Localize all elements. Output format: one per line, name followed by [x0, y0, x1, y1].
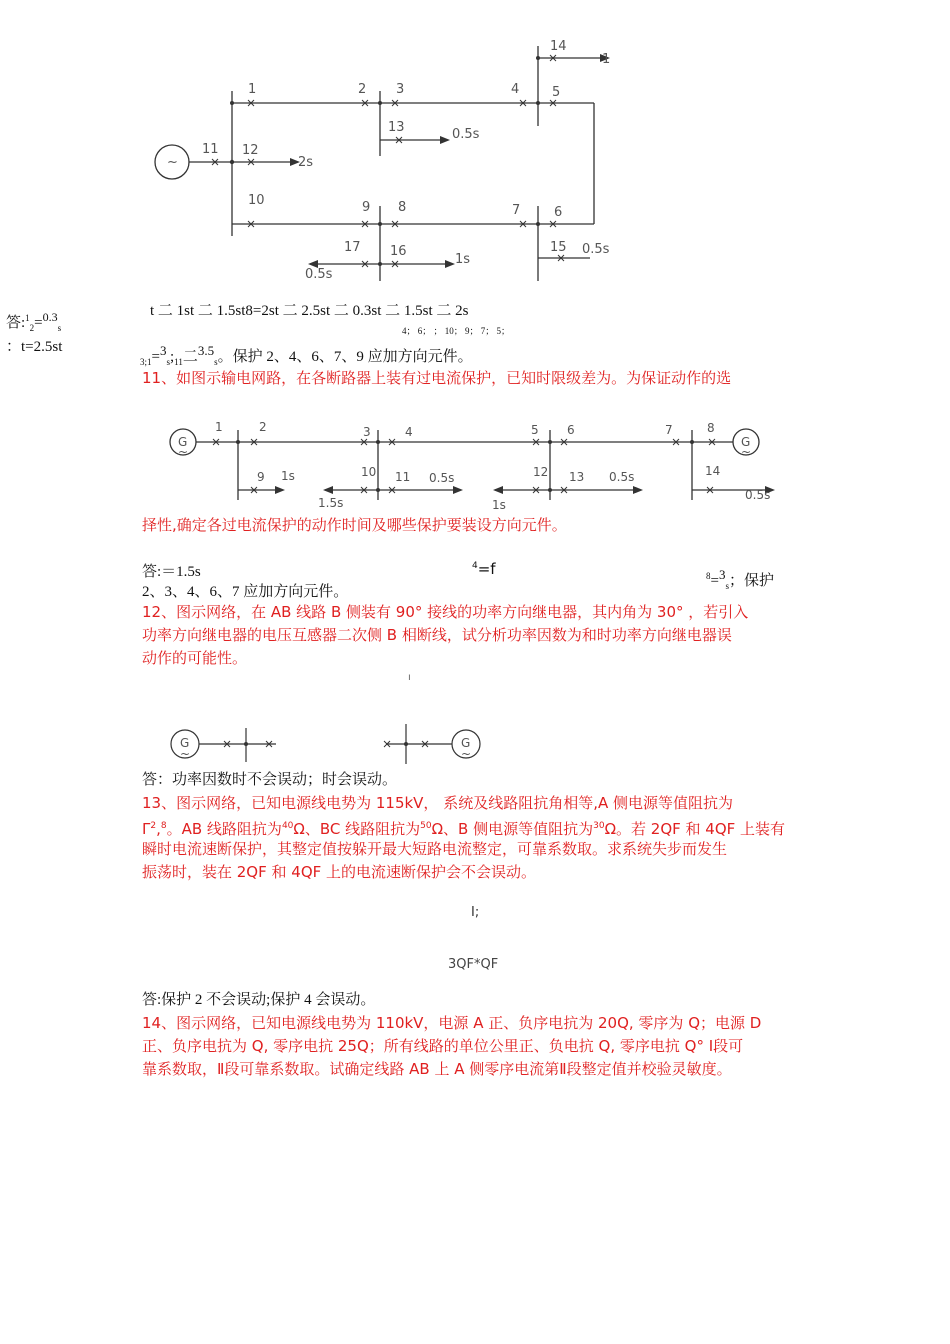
svg-text:0.5s: 0.5s	[305, 267, 333, 282]
svg-text:12: 12	[242, 143, 259, 158]
answer10-line-1: t 二 1st 二 1.5st8=2st 二 2.5st 二 0.3st 二 1.5st 二 2s	[150, 303, 469, 319]
svg-text:17: 17	[344, 240, 361, 255]
answer10-indices: 4； 6； ； 10； 9； 7； 5；	[402, 326, 511, 336]
svg-text:1: 1	[602, 52, 611, 67]
svg-text:11: 11	[202, 142, 219, 157]
answer10-left-1: 答:$^1_2$=$^{0.3}_s$	[6, 310, 62, 333]
svg-text:G: G	[461, 736, 471, 750]
svg-text:0.5s: 0.5s	[609, 470, 635, 484]
q12-line-1: 12、图示网络，在 AB 线路 B 侧装有 90° 接线的功率方向继电器，其内角为 30° ，若引入	[142, 603, 749, 621]
q12-tick-mark: ı	[408, 672, 411, 683]
svg-text:13: 13	[388, 120, 405, 135]
network-diagram-11	[165, 418, 780, 510]
svg-text:0.5s: 0.5s	[745, 488, 771, 502]
svg-text:4: 4	[405, 425, 413, 439]
svg-text:0.5s: 0.5s	[429, 471, 455, 485]
answer12: 答：功率因数时不会误动；时会误动。	[142, 772, 398, 788]
answer10-left-2: ：t=2.5st	[6, 339, 63, 355]
answer10-line-3: $_{3;1}=^3_s;_{11}$二$^{3.5}_s$。保护 2、4、6、7、9 应加方向元件。	[140, 343, 473, 367]
q13-line-2: $\Gamma^2,^8$。AB 线路阻抗为$^{40}$Ω、BC 线路阻抗为$^{50}$Ω、B 侧电源等值阻抗为$^{30}$Ω。若 2QF 和 4QF 上装有	[142, 820, 786, 838]
svg-text:9: 9	[257, 470, 265, 484]
svg-text:1.5s: 1.5s	[318, 496, 344, 510]
answer11-t8: $^8$=$^3_s$；保护	[706, 567, 774, 591]
q14-line-3: 靠系数取，Ⅱ段可靠系数取。试确定线路 AB 上 A 侧零序电流第Ⅱ段整定值并校验灵敏度。	[142, 1060, 732, 1078]
svg-text:8: 8	[707, 421, 715, 435]
q14-line-2: 正、负序电抗为 Q, 零序电抗 25Q；所有线路的单位公里正、负电抗 Q, 零序电抗 Q° Ⅰ段可	[142, 1037, 744, 1055]
svg-text:4: 4	[511, 82, 520, 97]
svg-text:~: ~	[461, 747, 472, 761]
q13-line-4: 振荡时，装在 2QF 和 4QF 上的电流速断保护会不会误动。	[142, 863, 537, 881]
svg-text:1s: 1s	[455, 252, 471, 267]
svg-text:5: 5	[552, 85, 561, 100]
svg-text:1: 1	[248, 82, 257, 97]
network-diagram-1	[150, 36, 630, 286]
q12-line-2: 功率方向继电器的电压互感器二次侧 B 相断线，试分析功率因数为和时功率方向继电器误	[142, 626, 732, 644]
svg-text:1: 1	[215, 420, 223, 434]
svg-text:15: 15	[550, 240, 567, 255]
svg-text:~: ~	[180, 747, 191, 761]
svg-text:13: 13	[569, 470, 585, 484]
svg-text:9: 9	[362, 200, 371, 215]
svg-text:5: 5	[531, 423, 539, 437]
svg-text:14: 14	[705, 464, 721, 478]
svg-text:10: 10	[248, 193, 265, 208]
svg-text:10: 10	[361, 465, 377, 479]
svg-text:1s: 1s	[281, 469, 295, 483]
svg-text:G: G	[741, 435, 751, 449]
svg-text:12: 12	[533, 465, 549, 479]
svg-text:1s: 1s	[492, 498, 506, 510]
svg-text:6: 6	[554, 205, 563, 220]
answer13: 答:保护 2 不会误动;保护 4 会误动。	[142, 992, 376, 1008]
svg-text:3: 3	[396, 82, 405, 97]
svg-text:11: 11	[395, 470, 411, 484]
q13-figure-mark: I;	[471, 905, 480, 920]
svg-text:0.5s: 0.5s	[452, 127, 480, 142]
q13-line-3: 瞬时电流速断保护，其整定值按躲开最大短路电流整定，可靠系数取。求系统失步而发生	[142, 840, 728, 858]
svg-text:0.5s: 0.5s	[582, 242, 610, 257]
answer11-t4: $^4$=f	[472, 560, 496, 578]
q14-line-1: 14、图示网络，已知电源线电势为 110kV，电源 A 正、负序电抗为 20Q, 零序为 Q；电源 D	[142, 1014, 762, 1032]
svg-text:G: G	[178, 435, 188, 449]
q11-text-2: 择性,确定各过电流保护的动作时间及哪些保护要装设方向元件。	[142, 516, 567, 534]
svg-text:14: 14	[550, 39, 567, 54]
answer11-line-2: 2、3、4、6、7 应加方向元件。	[142, 584, 349, 600]
svg-text:6: 6	[567, 423, 575, 437]
svg-text:~: ~	[178, 445, 189, 459]
svg-text:16: 16	[390, 244, 407, 259]
q11-text-1: 11、如图示输电网路，在各断路器上装有过电流保护，已知时限级差为。为保证动作的选	[142, 369, 732, 387]
svg-text:2: 2	[358, 82, 367, 97]
q12-line-3: 动作的可能性。	[142, 649, 248, 667]
svg-text:2: 2	[259, 420, 267, 434]
svg-text:7: 7	[512, 203, 521, 218]
source-symbol: ~	[167, 155, 178, 170]
svg-text:3: 3	[363, 425, 371, 439]
svg-text:2s: 2s	[298, 155, 314, 170]
q13-line-1: 13、图示网络，已知电源线电势为 115kV， 系统及线路阻抗角相等,A 侧电源等值阻抗为	[142, 794, 734, 812]
svg-text:7: 7	[665, 423, 673, 437]
q13-figure-caption: 3QF*QF	[448, 957, 499, 972]
svg-text:G: G	[180, 736, 190, 750]
svg-text:8: 8	[398, 200, 407, 215]
answer11-line-1: 答:＝1.5s	[142, 564, 201, 580]
network-diagram-12	[166, 722, 496, 768]
svg-text:~: ~	[741, 445, 752, 459]
